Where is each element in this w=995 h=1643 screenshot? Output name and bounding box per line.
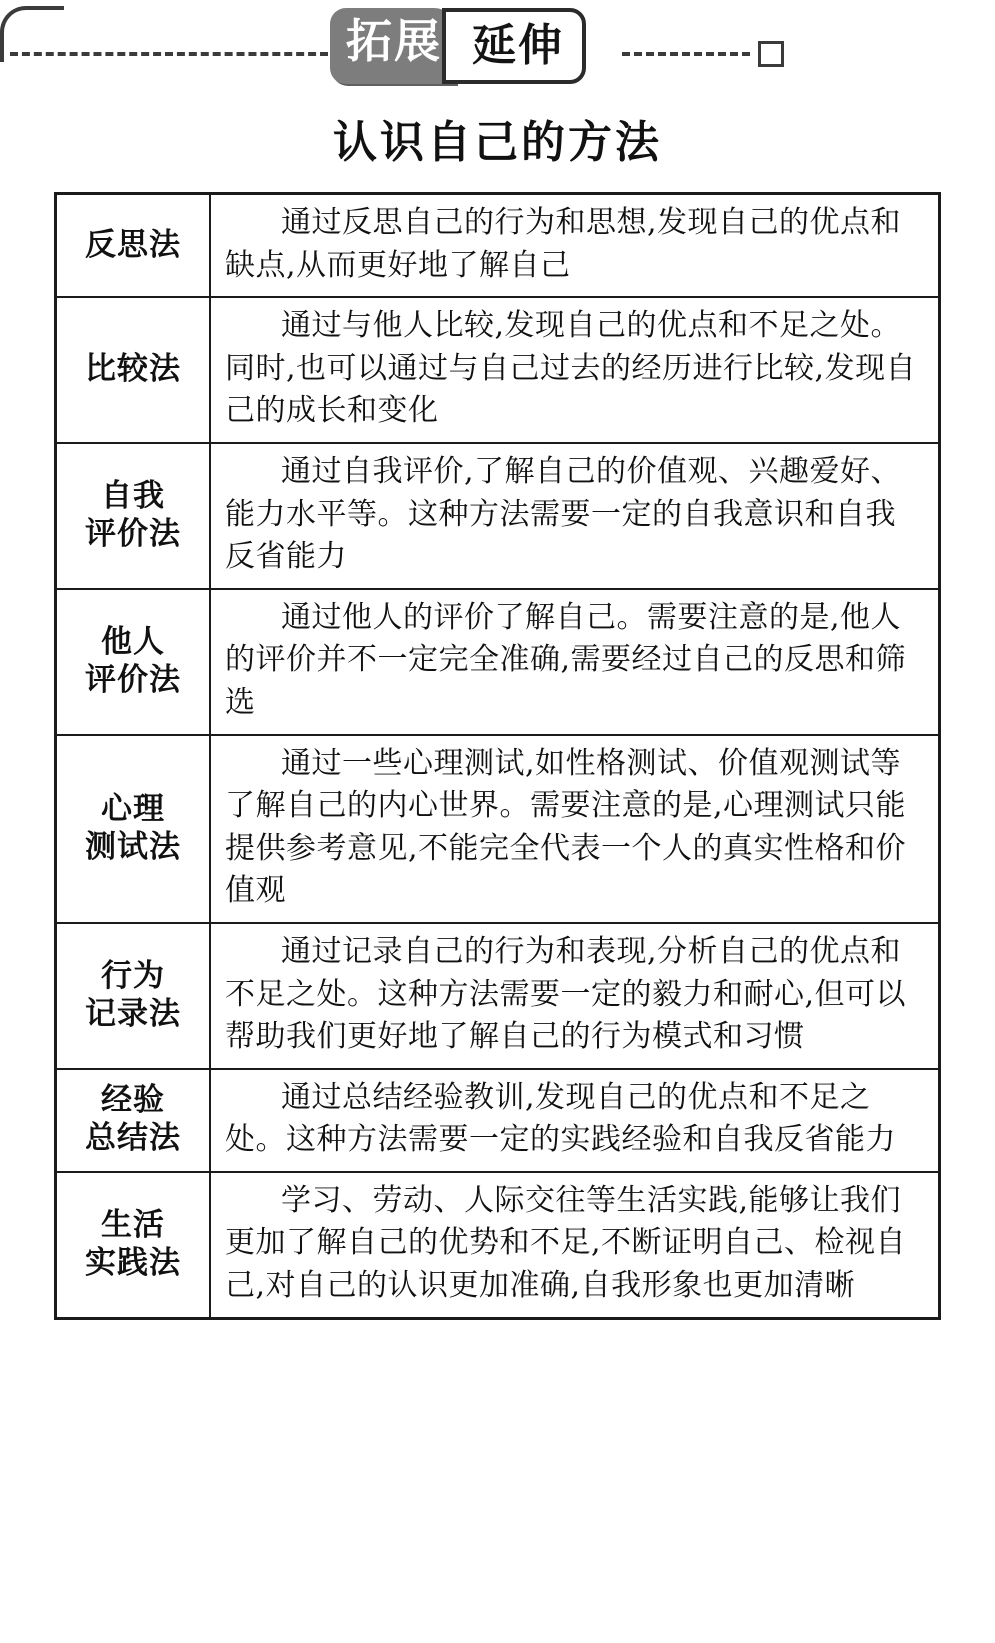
- method-name-cell: [56, 194, 211, 298]
- method-name-cell: [56, 1172, 211, 1318]
- banner-dashed-line-left: [10, 52, 328, 56]
- page-title: 认识自己的方法: [333, 117, 662, 168]
- method-name-line: 心理: [101, 790, 165, 827]
- square-marker-icon: [758, 41, 784, 67]
- table-row: [56, 1069, 940, 1172]
- banner-tag-secondary: 延伸: [442, 8, 586, 84]
- banner-tag-group: [330, 8, 586, 84]
- section-banner: [0, 0, 995, 100]
- methods-table: [54, 192, 941, 1320]
- method-name-cell: [56, 443, 211, 589]
- table-row: [56, 1172, 940, 1318]
- method-name-line: 反思法: [85, 226, 181, 263]
- method-name-line: 他人: [101, 623, 165, 660]
- method-name-line: 行为: [101, 957, 165, 994]
- method-name-cell: [56, 923, 211, 1069]
- table-row: [56, 443, 940, 589]
- methods-table-container: [54, 192, 941, 1320]
- method-description-cell: 通过反思自己的行为和思想,发现自己的优点和缺点,从而更好地了解自己: [210, 194, 940, 298]
- table-row: [56, 194, 940, 298]
- method-name-line: 生活: [101, 1206, 165, 1243]
- method-name-cell: [56, 1069, 211, 1172]
- method-name-line: 评价法: [85, 661, 181, 698]
- table-row: [56, 589, 940, 735]
- table-row: [56, 923, 940, 1069]
- method-name-line: 自我: [101, 478, 165, 515]
- method-description-cell: 学习、劳动、人际交往等生活实践,能够让我们更加了解自己的优势和不足,不断证明自己、检视自己,对自己的认识更加准确,自我形象也更加清晰: [210, 1172, 940, 1318]
- method-name-cell: [56, 297, 211, 443]
- method-description-cell: 通过他人的评价了解自己。需要注意的是,他人的评价并不一定完全准确,需要经过自己的反思和筛选: [210, 589, 940, 735]
- method-name-line: 测试法: [85, 828, 181, 865]
- banner-tag-primary: 拓展: [330, 8, 456, 84]
- method-name-line: 总结法: [85, 1120, 181, 1157]
- method-name-line: 实践法: [85, 1244, 181, 1281]
- method-description-cell: 通过与他人比较,发现自己的优点和不足之处。同时,也可以通过与自己过去的经历进行比较,发现自己的成长和变化: [210, 297, 940, 443]
- method-name-line: 经验: [101, 1082, 165, 1119]
- method-description-cell: 通过总结经验教训,发现自己的优点和不足之处。这种方法需要一定的实践经验和自我反省能力: [210, 1069, 940, 1172]
- method-description-cell: 通过自我评价,了解自己的价值观、兴趣爱好、能力水平等。这种方法需要一定的自我意识和自我反省能力: [210, 443, 940, 589]
- table-row: [56, 297, 940, 443]
- method-description-cell: 通过记录自己的行为和表现,分析自己的优点和不足之处。这种方法需要一定的毅力和耐心,但可以帮助我们更好地了解自己的行为模式和习惯: [210, 923, 940, 1069]
- method-name-line: 记录法: [85, 995, 181, 1032]
- method-name-cell: [56, 589, 211, 735]
- method-description-cell: 通过一些心理测试,如性格测试、价值观测试等了解自己的内心世界。需要注意的是,心理测试只能提供参考意见,不能完全代表一个人的真实性格和价值观: [210, 735, 940, 923]
- banner-dashed-line-right: [622, 52, 750, 56]
- method-name-line: 评价法: [85, 515, 181, 552]
- method-name-cell: [56, 735, 211, 923]
- method-name-line: 比较法: [85, 351, 181, 388]
- table-row: [56, 735, 940, 923]
